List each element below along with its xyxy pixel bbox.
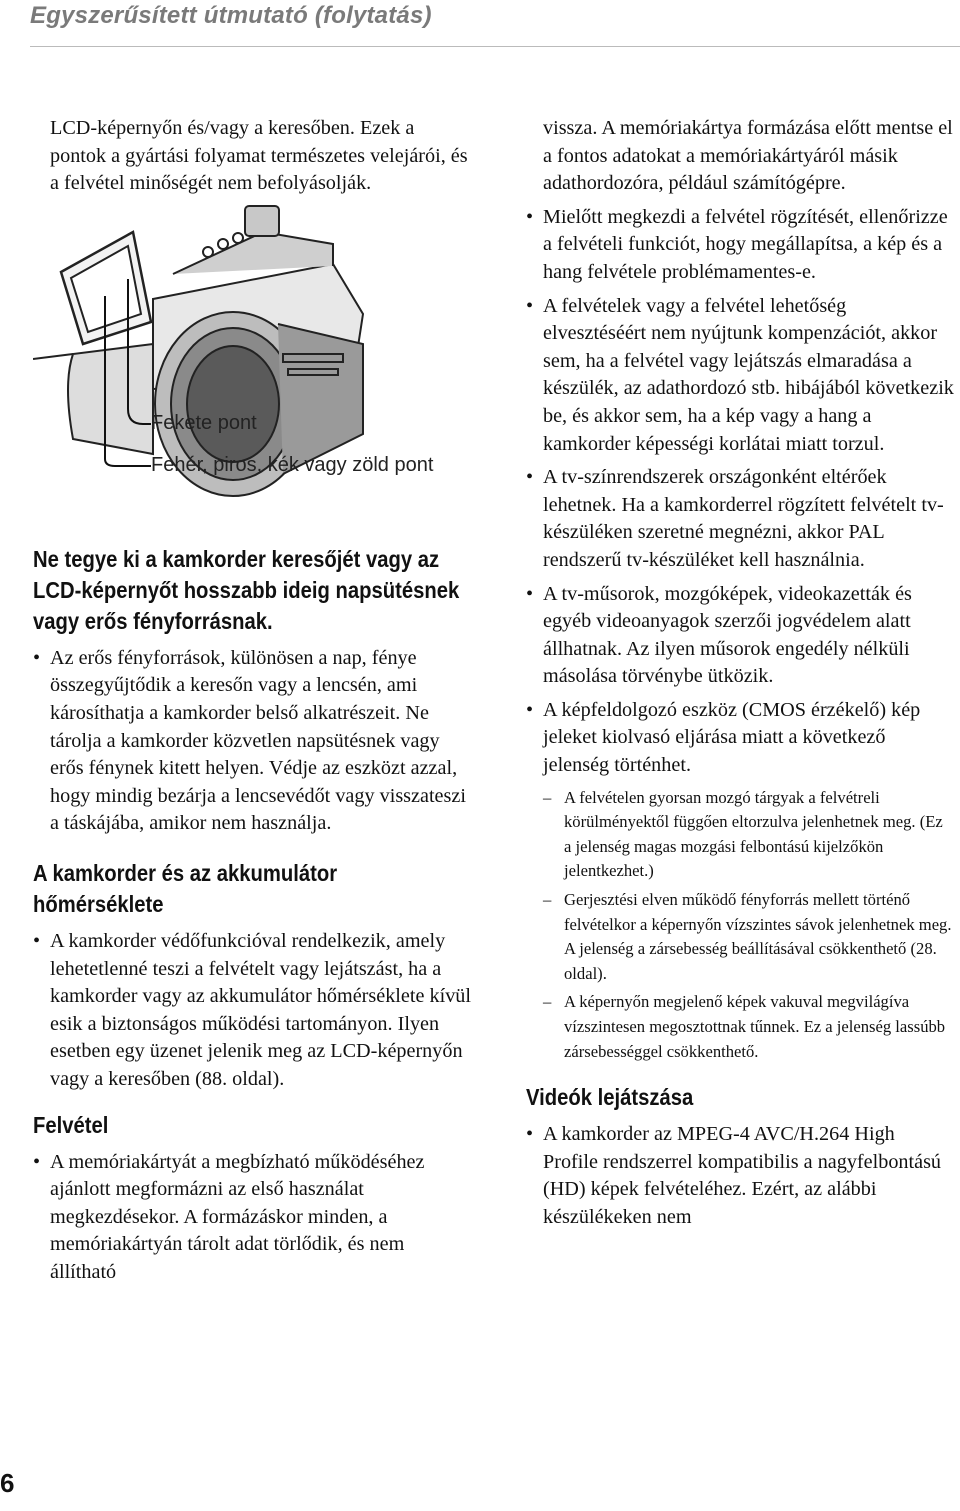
camcorder-illustration: [33, 204, 473, 534]
title-divider: [30, 46, 960, 47]
bullet-list: [33, 928, 473, 1094]
list-item: • A tv-színrendszerek országonként eltérőek lehetnek. Ha a kamkorderrel rögzített felvételt tv-készüléken szeretné megnézni, akkor PAL rendszerű tv-készüléket kell használnia.: [526, 464, 954, 574]
list-item: • A tv-műsorok, mozgóképek, videokazetták és egyéb videoanyagok szerzői jogvédelem alatt állhatnak. Az ilyen műsorok engedély nélküli másolása törvénybe ütközik.: [526, 581, 954, 691]
list-item: • Mielőtt megkezdi a felvétel rögzítését, ellenőrizze a felvételi funkciót, hogy megállapítsa, a kép és a hang felvétele problémamentes-e.: [526, 204, 954, 287]
left-column: [33, 115, 473, 1292]
continuation-paragraph: vissza. A memóriakártya formázása előtt mentse el a fontos adatokat a memóriakártyáról másik adathordozóra, például számítógépre.: [543, 117, 953, 195]
section-heading-sunlight: Ne tegye ki a kamkorder keresőjét vagy az LCD-képernyőt hosszabb ideig napsütésnek vagy erős fényforrásnak.: [33, 545, 460, 634]
bullet-list: [33, 645, 473, 838]
list-item: • A felvételek vagy a felvétel lehetőség elvesztéséért nem nyújtunk kompenzációt, akkor sem, ha a felvétel vagy lejátszás elmaradása a készülék, az adathordozó stb. hibájából következik be, és akkor sem, ha a kép vagy a hang a kamkorder képességi korlátai miatt torzul.: [526, 293, 954, 459]
camcorder-figure: [33, 204, 473, 534]
list-item: • A képfeldolgozó eszköz (CMOS érzékelő) kép jeleket kiolvasó eljárása miatt a következő jelenség történhet.: [526, 697, 954, 780]
section-heading-playback: Videók lejátszása: [526, 1084, 694, 1111]
page-number: 6: [0, 1468, 15, 1498]
page-title: Egyszerűsített útmutató (folytatás): [30, 2, 432, 29]
label-color-dot: Fehér, piros, kék vagy zöld pont: [151, 453, 434, 476]
list-item: • A kamkorder az MPEG-4 AVC/H.264 High Profile rendszerrel kompatibilis a nagyfelbontású (HD) képek felvételéhez. Ezért, az alábbi készülékeken nem: [526, 1121, 954, 1231]
list-item: • Az erős fényforrások, különösen a nap, fénye összegyűjtődik a keresőn vagy a lencsén, ami károsíthatja a kamkorder belső alkatrészeit. Ne tárolja a kamkorder közvetlen napsütésnek vagy erős fénynek kitett helyen. Védje az eszközt azzal, hogy mindig bezárja a lencsevédőt vagy visszateszi a táskájába, amikor nem használja.: [33, 645, 473, 838]
intro-paragraph: LCD-képernyőn és/vagy a keresőben. Ezek a pontok a gyártási folyamat természetes velejárói, és a felvétel minőségét nem befolyásolják.: [50, 117, 468, 195]
dash-item: – A felvételen gyorsan mozgó tárgyak a felvétreli körülményektől függően eltorzulva jelenhetnek meg. (Ez a jelenség magas mozgási felbontású kijelzőkön jelentkezhet.): [526, 786, 954, 884]
list-item: • A memóriakártyát a megbízható működéséhez ajánlott megformázni az első használat megkezdésekor. A formázáskor minden, a memóriakártyán tárolt adat törlődik, és nem állítható: [33, 1149, 473, 1287]
dash-list: [526, 786, 954, 1065]
dash-item: – Gerjesztési elven működő fényforrás mellett történő felvételkor a képernyőn vízszintes sávok jelenhetnek meg. A jelenség a zársebesség beállításával csökkenthető (28. oldal).: [526, 888, 954, 986]
section-heading-recording: Felvétel: [33, 1111, 109, 1138]
section-heading-temperature: A kamkorder és az akkumulátor hőmérséklete: [33, 859, 338, 917]
dash-item: – A képernyőn megjelenő képek vakuval megvilágíva vízszintesen megosztottnak tűnnek. Ez a jelenség lassúbb zársebességgel csökkenthető.: [526, 990, 954, 1064]
label-black-dot: Fekete pont: [151, 411, 257, 434]
bullet-list: [526, 1121, 954, 1231]
bullet-list: [33, 1149, 473, 1287]
list-item: • A kamkorder védőfunkcióval rendelkezik, amely lehetetlenné teszi a felvételt vagy lejátszást, ha a kamkorder vagy az akkumulátor hőmérséklete kívül esik a biztonságos működési tartományon. Ilyen esetben egy üzenet jelenik meg az LCD-képernyőn vagy a keresőben (88. oldal).: [33, 928, 473, 1094]
right-column: [526, 115, 954, 1238]
bullet-list: [526, 204, 954, 780]
